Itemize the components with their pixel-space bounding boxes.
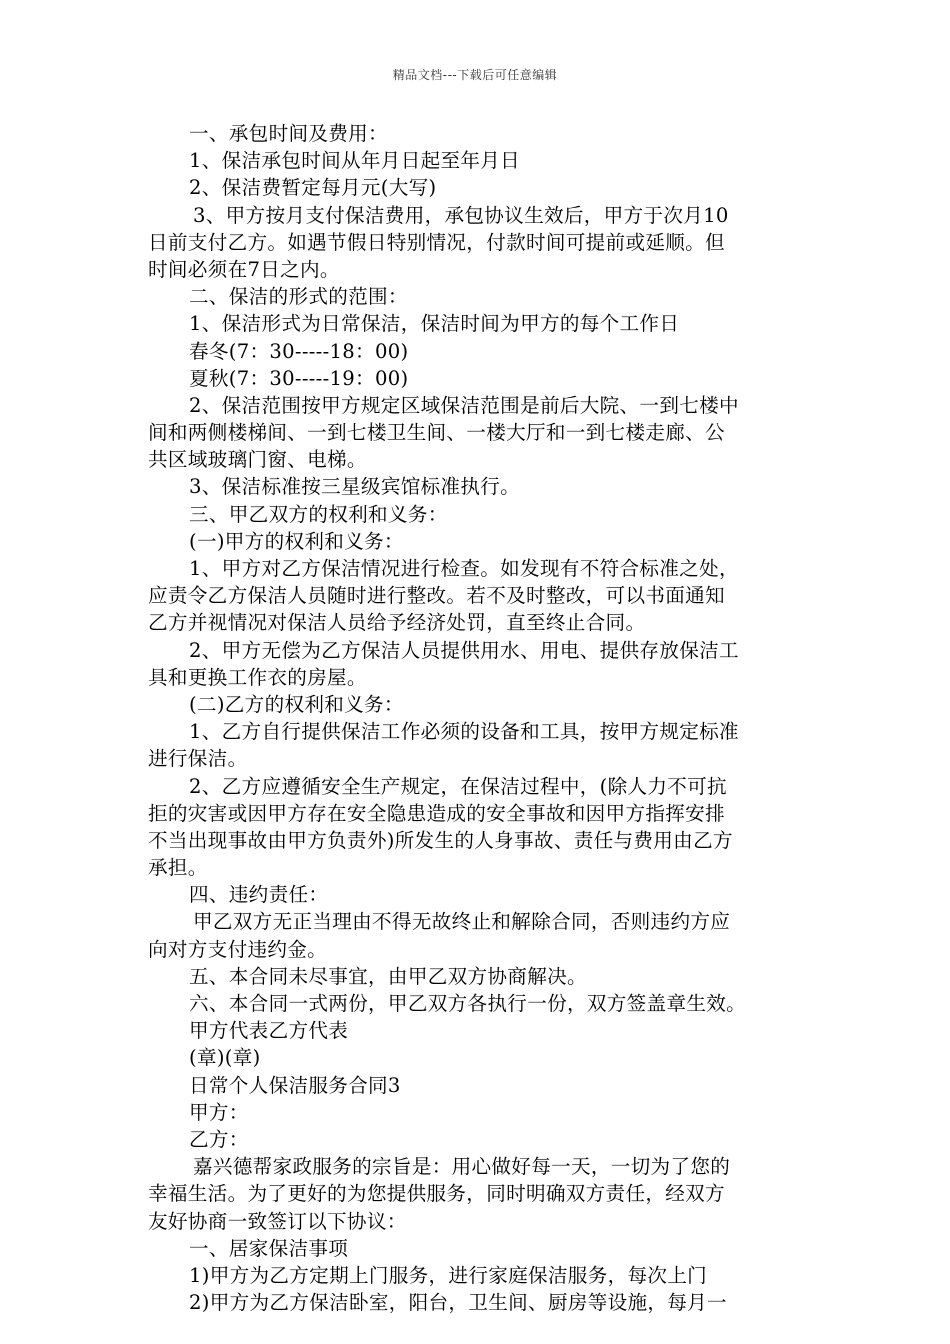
text-line: 1、乙方自行提供保洁工作必须的设备和工具，按甲方规定标准 (189, 720, 739, 744)
text-line: 具和更换工作衣的房屋。 (148, 665, 367, 689)
text-line: 乙方并视情况对保洁人员给予经济处罚，直至终止合同。 (148, 611, 646, 635)
text-line: 2、乙方应遵循安全生产规定，在保洁过程中，(除人力不可抗 (189, 774, 727, 798)
text-line: 1、保洁承包时间从年月日起至年月日 (189, 149, 521, 173)
section-heading-3: 三、甲乙双方的权利和义务： (189, 502, 448, 526)
section-heading-2: 二、保洁的形式的范围： (189, 285, 408, 309)
text-line: 承担。 (148, 856, 208, 880)
text-line: 1)甲方为乙方定期上门服务，进行家庭保洁服务，每次上门 (189, 1263, 708, 1287)
text-line: 日前支付乙方。如遇节假日特别情况，付款时间可提前或延顺。但 (148, 230, 725, 254)
contract-title: 日常个人保洁服务合同3 (189, 1073, 401, 1097)
subsection-heading: (二)乙方的权利和义务： (189, 692, 404, 716)
signature-line: 甲方代表乙方代表 (189, 1019, 349, 1043)
text-line: 进行保洁。 (148, 747, 248, 771)
text-line: 共区域玻璃门窗、电梯。 (148, 448, 367, 472)
text-line: 幸福生活。为了更好的为您提供服务，同时明确双方责任，经双方 (148, 1182, 725, 1206)
section-heading-6: 六、本合同一式两份，甲乙双方各执行一份，双方签盖章生效。 (189, 992, 747, 1015)
text-line: 3、甲方按月支付保洁费用，承包协议生效后，甲方于次月10 (193, 203, 729, 227)
text-line: 甲乙双方无正当理由不得无故终止和解除合同，否则违约方应 (193, 910, 731, 934)
text-line: 拒的灾害或因甲方存在安全隐患造成的安全事故和因甲方指挥安排 (148, 801, 725, 825)
text-line: 2、甲方无偿为乙方保洁人员提供用水、用电、提供存放保洁工 (189, 638, 739, 662)
text-line: 友好协商一致签订以下协议： (148, 1209, 407, 1233)
text-line: 3、保洁标准按三星级宾馆标准执行。 (189, 475, 521, 499)
seal-line: (章)(章) (189, 1046, 261, 1070)
page-header: 精品文档---下载后可任意编辑 (392, 68, 558, 82)
text-line: 不当出现事故由甲方负责外)所发生的人身事故、责任与费用由乙方 (148, 828, 733, 852)
text-line: 向对方支付违约金。 (148, 937, 328, 961)
document-body (148, 120, 808, 1316)
section-heading-1b: 一、居家保洁事项 (189, 1236, 349, 1260)
text-line: 嘉兴德帮家政服务的宗旨是：用心做好每一天，一切为了您的 (193, 1155, 731, 1179)
section-heading-4: 四、违约责任： (189, 883, 329, 907)
subsection-heading: (一)甲方的权利和义务： (189, 529, 404, 553)
text-line: 夏秋(7：30-----19：00) (189, 366, 409, 390)
party-a-label: 甲方： (189, 1100, 249, 1124)
text-line: 应责令乙方保洁人员随时进行整改。若不及时整改，可以书面通知 (148, 584, 725, 608)
text-line: 1、甲方对乙方保洁情况进行检查。如发现有不符合标准之处， (189, 557, 739, 580)
text-line: 1、保洁形式为日常保洁，保洁时间为甲方的每个工作日 (189, 312, 680, 336)
text-line: 时间必须在7日之内。 (148, 257, 340, 281)
text-line: 2、保洁范围按甲方规定区域保洁范围是前后大院、一到七楼中 (189, 393, 739, 417)
text-line: 春冬(7：30-----18：00) (189, 339, 409, 363)
party-b-label: 乙方： (189, 1127, 249, 1151)
text-line: 2、保洁费暂定每月元(大写) (189, 176, 437, 200)
text-line: 2)甲方为乙方保洁卧室，阳台，卫生间、厨房等设施，每月一 (189, 1291, 727, 1315)
section-heading-5: 五、本合同未尽事宜，由甲乙双方协商解决。 (189, 964, 587, 988)
text-line: 间和两侧楼梯间、一到七楼卫生间、一楼大厅和一到七楼走廊、公 (148, 421, 725, 445)
section-heading-1: 一、承包时间及费用： (189, 122, 388, 145)
